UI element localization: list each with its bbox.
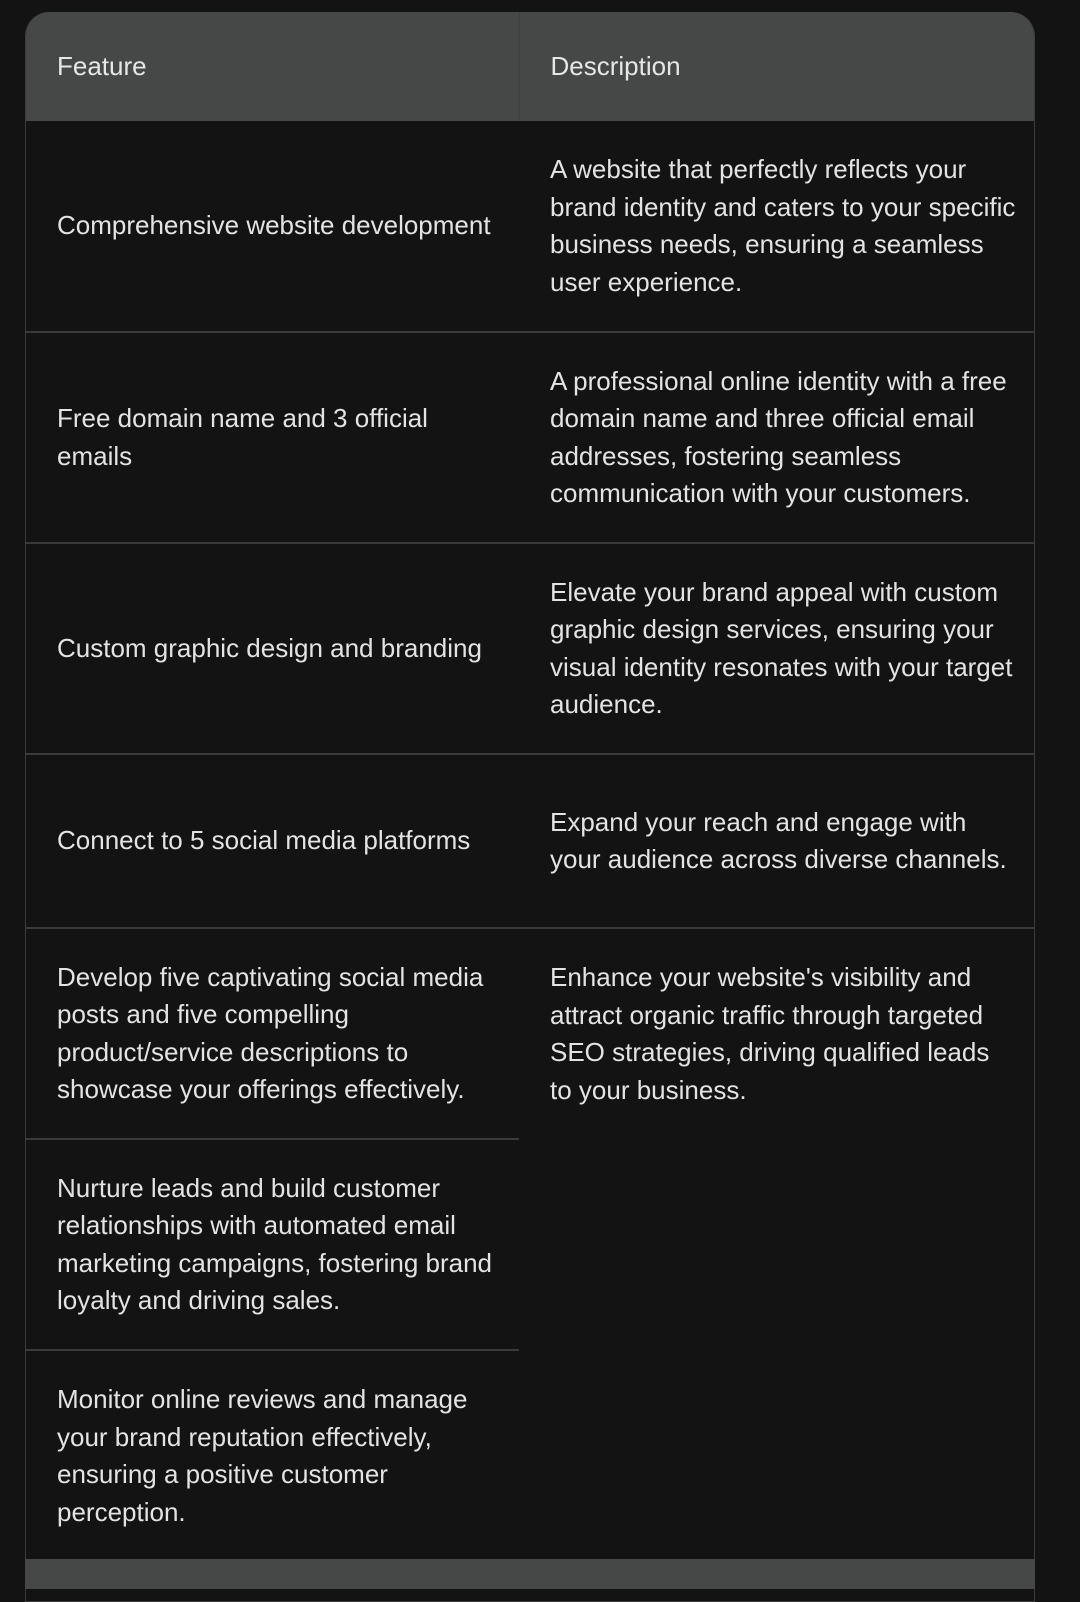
table-row <box>26 121 1035 332</box>
table-row <box>26 332 1035 543</box>
description-cell: Elevate your brand appeal with custom graphic design services, ensuring your visual identity resonates with your target audience. <box>519 543 1035 754</box>
feature-table-container <box>25 12 1035 1602</box>
description-cell: A website that perfectly reflects your brand identity and caters to your specific business needs, ensuring a seamless user experience. <box>519 121 1035 332</box>
table-row <box>26 928 1035 1139</box>
column-header-description: Description <box>519 12 1035 121</box>
table-footer-strip <box>25 1559 1035 1589</box>
table-body <box>26 121 1035 1561</box>
column-header-feature: Feature <box>26 12 519 121</box>
feature-cell: Free domain name and 3 official emails <box>26 332 519 543</box>
feature-cell: Monitor online reviews and manage your brand reputation effectively, ensuring a positive customer perception. <box>57 1384 468 1527</box>
description-cell: A professional online identity with a free domain name and three official email addresses, fostering seamless communication with your customers. <box>519 332 1035 543</box>
feature-table <box>26 12 1035 1561</box>
table-header <box>26 12 1035 121</box>
feature-cell: Nurture leads and build customer relationships with automated email marketing campaigns, fostering brand loyalty and driving sales. <box>26 1139 519 1350</box>
feature-cell: Develop five captivating social media posts and five compelling product/service descriptions to showcase your offerings effectively. <box>26 928 519 1139</box>
feature-cell: Connect to 5 social media platforms <box>26 754 519 928</box>
table-row <box>26 754 1035 928</box>
feature-cell: Comprehensive website development <box>26 121 519 332</box>
description-cell: Expand your reach and engage with your audience across diverse channels. <box>519 754 1035 928</box>
description-cell: Enhance your website's visibility and attract organic traffic through targeted SEO strategies, driving qualified leads to your business. <box>550 962 990 1105</box>
header-row <box>26 12 1035 121</box>
feature-cell: Custom graphic design and branding <box>26 543 519 754</box>
table-row <box>26 543 1035 754</box>
